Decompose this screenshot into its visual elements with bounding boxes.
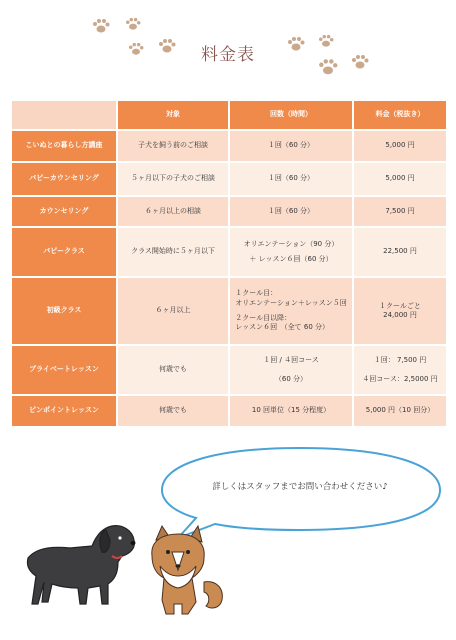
course-target: ６ヶ月以上 <box>117 277 229 345</box>
sessions-line: レッスン６回 （全て 60 分） <box>235 323 330 332</box>
fee-line: １回： 7,500 円 <box>373 355 427 364</box>
sessions-line: 10 回単位（15 分程度） <box>251 406 331 415</box>
course-name: パピークラス <box>11 227 117 277</box>
fee-line: 24,000 円 <box>383 311 417 319</box>
fee-line: 5,000 円 <box>385 174 415 183</box>
sessions-line: １回（60 分） <box>267 206 315 215</box>
table-header-target: 対象 <box>117 100 229 130</box>
course-name: カウンセリング <box>11 196 117 227</box>
sessions-line: １回（60 分） <box>267 174 315 183</box>
course-name: 初級クラス <box>11 277 117 345</box>
table-header-sessions: 回数（時間） <box>229 100 353 130</box>
course-name: ピンポイントレッスン <box>11 395 117 427</box>
course-target: 子犬を飼う前のご相談 <box>117 130 229 162</box>
sessions-line: １クール目： <box>235 289 278 298</box>
sessions-line: ２クール目以降： <box>235 314 292 322</box>
sessions-line: １回 / ４回コース <box>263 355 319 364</box>
course-target: 何歳でも <box>117 395 229 427</box>
page-title: 料金表 <box>201 45 255 65</box>
course-target: クラス開始時に５ヶ月以下 <box>117 227 229 277</box>
sessions-line: ＋ レッスン６回（60 分） <box>249 255 333 263</box>
fee-line: ４回コース：2,5000 円 <box>362 375 438 383</box>
fee-line: 5,000 円（10 回分） <box>365 406 435 415</box>
sessions-line: オリエンテーション（90 分） <box>243 239 339 248</box>
sheltie-dog-illustration <box>138 522 228 618</box>
sessions-line: オリエンテーション＋レッスン５回 <box>235 298 347 307</box>
sessions-line: １回（60 分） <box>267 141 315 150</box>
course-target: ６ヶ月以上の相談 <box>117 196 229 227</box>
course-name: こいぬとの暮らし方講座 <box>11 130 117 162</box>
fee-line: 22,500 円 <box>383 247 417 256</box>
bubble-text: 詳しくはスタッフまでお問い合わせください♪ <box>212 482 388 492</box>
fee-line: 7,500 円 <box>385 206 415 215</box>
course-target: 何歳でも <box>117 345 229 395</box>
sessions-line: （60 分） <box>274 375 308 383</box>
table-header-fee: 料金（税抜き） <box>353 100 447 130</box>
fee-line: １クールごと <box>379 301 421 310</box>
course-name: プライベートレッスン <box>11 345 117 395</box>
black-dog-illustration <box>22 518 140 610</box>
course-name: パピーカウンセリング <box>11 162 117 196</box>
fee-line: 5,000 円 <box>385 141 415 150</box>
course-target: ５ヶ月以下の子犬のご相談 <box>117 162 229 196</box>
